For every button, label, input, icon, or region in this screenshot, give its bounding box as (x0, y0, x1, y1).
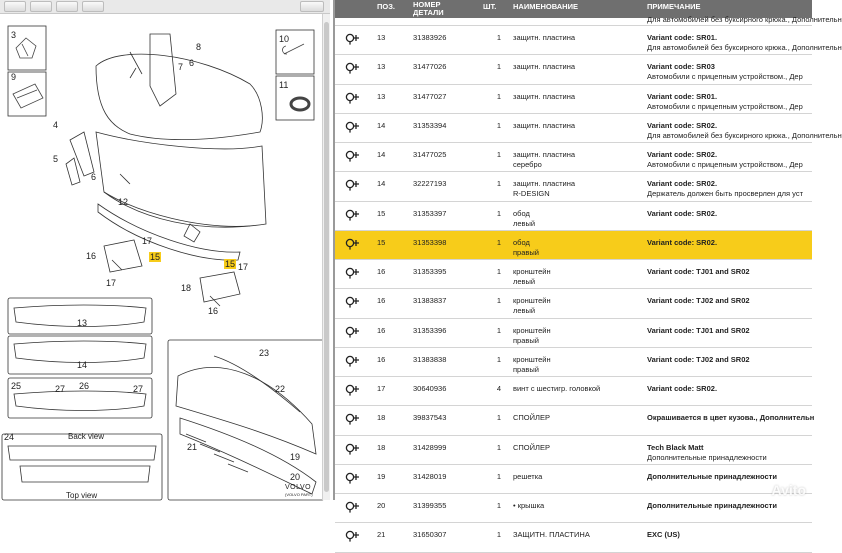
row-part-number[interactable]: 31428999 (413, 442, 447, 452)
row-name-main: винт с шестигр. головкой (513, 384, 601, 393)
volvo-logo: VOLVO (285, 484, 312, 491)
print-button[interactable] (82, 1, 104, 12)
row-qty: 1 (496, 33, 501, 42)
row-note (647, 33, 842, 53)
top-view-label: Top view (66, 491, 98, 500)
callout-label[interactable]: 26 (79, 381, 90, 391)
row-pos: 16 (377, 354, 386, 364)
table-body (335, 15, 842, 553)
callout-label[interactable]: 11 (279, 80, 289, 90)
row-pos: 16 (377, 267, 386, 276)
row-name-sub: левый (513, 277, 536, 286)
table-row[interactable] (335, 465, 812, 494)
callout-label[interactable]: 17 (106, 278, 117, 288)
row-name (513, 62, 633, 72)
header-note[interactable]: ПРИМЕЧАНИЕ (647, 2, 701, 11)
row-name-main: СПОЙЛЕР (513, 413, 550, 423)
callout-label[interactable]: 16 (208, 306, 219, 316)
row-note (647, 238, 812, 248)
row-qty: 1 (496, 471, 501, 481)
header-number-line2: ДЕТАЛИ (413, 8, 444, 17)
row-note (647, 472, 812, 482)
table-row[interactable] (335, 260, 812, 289)
volvo-logo-sub: (VOLVO PART) (285, 492, 313, 497)
row-pos: 15 (377, 208, 386, 218)
row-note (647, 355, 812, 365)
row-name (513, 121, 633, 131)
diagram-scrollbar-thumb[interactable] (324, 22, 329, 492)
cart-add-icon[interactable] (345, 355, 361, 367)
row-note-sub: Держатель должен быть просверлен для уст (647, 189, 804, 199)
cart-add-icon[interactable] (345, 92, 361, 104)
row-note-main: Variant code: SR02. (647, 150, 718, 159)
row-name (513, 92, 633, 102)
row-pos: 16 (377, 296, 386, 306)
row-note (647, 92, 812, 112)
row-note-main: Tech Black Matt (647, 442, 704, 452)
row-part-number[interactable]: 31353398 (413, 237, 447, 247)
row-part-number[interactable]: 31477027 (413, 91, 447, 101)
table-row[interactable] (335, 436, 812, 465)
row-name-sub: R-DESIGN (513, 189, 550, 199)
row-name-main: защитн. пластина (513, 150, 576, 159)
row-qty: 1 (496, 62, 501, 72)
callout-label[interactable]: 24 (4, 432, 15, 442)
zoom-out-button[interactable] (30, 1, 52, 12)
row-name-main: кронштейн (513, 325, 551, 335)
row-qty: 1 (496, 267, 501, 276)
header-number[interactable] (413, 0, 444, 17)
row-name-main: защитн. пластина (513, 91, 576, 101)
row-name (513, 384, 633, 394)
row-note-main: Variant code: SR02. (647, 179, 718, 189)
row-qty: 1 (496, 150, 501, 159)
row-name (513, 472, 633, 482)
table-row[interactable] (335, 143, 812, 172)
row-qty: 1 (496, 442, 501, 452)
callout-label[interactable]: 3 (11, 30, 17, 40)
row-pos: 17 (377, 384, 386, 393)
row-qty: 1 (496, 208, 501, 218)
row-note-main: Дополнительные принадлежности (647, 501, 777, 510)
table-row[interactable] (335, 319, 812, 348)
row-name (513, 355, 633, 375)
back-view-label: Back view (68, 432, 105, 441)
row-note-main: Variant code: SR01. (647, 33, 718, 42)
row-pos: 13 (377, 91, 386, 101)
row-part-number[interactable]: 31353395 (413, 267, 447, 276)
callout-label[interactable]: 4 (53, 120, 59, 130)
row-part-number[interactable]: 31650307 (413, 530, 447, 540)
row-name-sub: левый (513, 218, 536, 228)
row-part-number[interactable]: 31399355 (413, 501, 447, 510)
table-row[interactable] (335, 494, 812, 523)
row-qty: 4 (496, 384, 501, 393)
callout-label[interactable]: 8 (196, 42, 202, 52)
callout-label[interactable]: 5 (53, 154, 59, 164)
callout-label[interactable]: 22 (275, 384, 286, 394)
row-note-main: Variant code: TJ01 and SR02 (647, 267, 750, 276)
row-note-sub: Автомобили с прицепным устройством., Дер (647, 72, 803, 82)
row-note (647, 267, 812, 277)
row-note-main: Variant code: SR02. (647, 384, 718, 393)
callout-label[interactable]: 23 (259, 348, 270, 358)
diagram-callouts (0, 14, 322, 500)
callout-label[interactable]: 27 (133, 384, 144, 394)
row-name (513, 33, 633, 43)
row-note-main: Variant code: TJ01 and SR02 (647, 325, 750, 335)
row-name-sub: правый (513, 364, 539, 374)
row-name (513, 209, 633, 229)
callout-label[interactable]: 12 (118, 197, 129, 207)
row-note (647, 443, 812, 463)
row-note-sub: Для автомобилей без буксирного крюка., Дополнительн (647, 130, 842, 140)
row-pos: 18 (377, 442, 386, 452)
row-name (513, 150, 633, 170)
row-part-number[interactable]: 31428019 (413, 471, 447, 481)
table-row[interactable] (335, 26, 842, 55)
callout-label[interactable]: 19 (290, 452, 301, 462)
row-pos: 15 (377, 237, 386, 247)
row-name-sub: серебро (513, 160, 542, 169)
row-note (647, 120, 842, 141)
callout-label[interactable]: 25 (11, 381, 22, 391)
diagram-toolbar (0, 0, 330, 14)
cart-add-icon[interactable] (345, 238, 361, 250)
row-name (513, 238, 633, 258)
row-pos: 21 (377, 530, 386, 540)
row-name-main: обод (513, 208, 530, 218)
row-name-sub: правый (513, 247, 539, 257)
row-name (513, 530, 633, 540)
callout-label[interactable]: 18 (181, 283, 192, 293)
cart-add-icon[interactable] (345, 296, 361, 308)
row-name-main: защитн. пластина (513, 33, 576, 42)
row-note (647, 413, 815, 423)
car-icon[interactable] (300, 1, 324, 12)
row-part-number[interactable]: 31383838 (413, 354, 447, 364)
row-note (647, 384, 812, 394)
row-qty: 1 (496, 325, 501, 335)
row-name-main: • крышка (513, 501, 545, 510)
row-note-main: Variant code: TJ02 and SR02 (647, 354, 750, 364)
row-note (647, 530, 812, 540)
fit-button[interactable] (56, 1, 78, 12)
callout-label[interactable]: 14 (77, 360, 88, 370)
row-note-main: Variant code: SR02. (647, 237, 718, 247)
cart-add-icon[interactable] (345, 179, 361, 191)
row-qty: 1 (496, 179, 501, 189)
callout-label[interactable]: 17 (142, 236, 153, 246)
row-name-main: ЗАЩИТН. ПЛАСТИНА (513, 530, 590, 540)
row-pos: 13 (377, 33, 386, 42)
row-name-main: кронштейн (513, 296, 551, 306)
row-name-sub: левый (513, 306, 536, 316)
cart-add-icon[interactable] (345, 443, 361, 455)
row-note-main: Variant code: SR02. (647, 208, 718, 218)
header-pos[interactable]: ПОЗ. (377, 2, 396, 11)
row-pos: 14 (377, 150, 386, 159)
row-qty: 1 (496, 501, 501, 510)
callout-label[interactable]: 6 (189, 58, 195, 68)
cart-add-icon[interactable] (345, 501, 361, 513)
row-note-sub: Автомобили с прицепным устройством., Дер (647, 160, 803, 169)
table-row[interactable] (335, 85, 812, 114)
row-name-main: обод (513, 237, 530, 247)
row-note (647, 150, 812, 170)
row-pos: 19 (377, 471, 386, 481)
row-pos: 18 (377, 413, 386, 423)
row-part-number[interactable]: 39837543 (413, 413, 447, 423)
row-name (513, 267, 633, 287)
row-part-number[interactable]: 31477026 (413, 62, 447, 72)
cart-add-icon[interactable] (345, 33, 361, 45)
table-row[interactable] (335, 114, 842, 143)
row-note-main: Variant code: TJ02 and SR02 (647, 296, 750, 306)
row-part-number[interactable]: 32227193 (413, 179, 447, 189)
diagram-panel (0, 0, 330, 500)
row-part-number[interactable]: 30640936 (413, 384, 447, 393)
row-name-main: СПОЙЛЕР (513, 442, 550, 452)
header-name[interactable]: НАИМЕНОВАНИЕ (513, 2, 578, 11)
diagram-scrollbar[interactable] (322, 14, 330, 500)
callout-label-highlight[interactable]: 15 (150, 252, 161, 262)
row-pos: 14 (377, 120, 386, 130)
table-row[interactable] (335, 55, 812, 84)
row-part-number[interactable]: 31353396 (413, 325, 447, 335)
callout-label[interactable]: 16 (86, 251, 97, 261)
row-name-main: защитн. пластина (513, 120, 576, 130)
cart-add-icon[interactable] (345, 267, 361, 279)
row-note-main: Variant code: SR02. (647, 120, 718, 130)
row-qty: 1 (496, 296, 501, 306)
row-part-number[interactable]: 31353394 (413, 120, 447, 130)
row-qty: 1 (496, 530, 501, 540)
avito-watermark: Avito (771, 482, 806, 498)
row-note (647, 62, 812, 82)
cart-add-icon[interactable] (345, 472, 361, 484)
callout-label[interactable]: 7 (178, 62, 184, 72)
table-row[interactable] (335, 172, 812, 201)
rows-container (335, 26, 842, 553)
row-name (513, 326, 633, 346)
row-note: Для автомобилей без буксирного крюка., Дополнительн (647, 15, 842, 24)
callout-label[interactable]: 21 (187, 442, 198, 452)
callout-label[interactable]: 17 (238, 262, 249, 272)
callout-label[interactable]: 20 (290, 472, 301, 482)
row-qty: 1 (496, 91, 501, 101)
row-name (513, 443, 633, 453)
row-pos: 20 (377, 501, 386, 510)
row-note (647, 179, 812, 199)
cart-add-icon[interactable] (345, 209, 361, 221)
row-qty: 1 (496, 413, 501, 423)
row-qty: 1 (496, 354, 501, 364)
row-pos: 13 (377, 62, 386, 72)
table-row-partial (335, 15, 842, 26)
row-part-number[interactable]: 31353397 (413, 208, 447, 218)
callout-label[interactable]: 10 (279, 34, 290, 44)
table-row[interactable] (335, 202, 812, 231)
row-name-main: кронштейн (513, 267, 551, 276)
row-note (647, 501, 812, 511)
row-note-sub: Для автомобилей без буксирного крюка., Дополнительн (647, 43, 842, 52)
row-name-sub: правый (513, 335, 539, 345)
table-row[interactable] (335, 406, 815, 435)
row-qty: 1 (496, 237, 501, 247)
header-qty[interactable]: ШТ. (483, 2, 497, 11)
row-note (647, 326, 812, 336)
table-row[interactable] (335, 348, 812, 377)
row-name (513, 413, 633, 423)
callout-label-highlight[interactable]: 15 (225, 259, 236, 269)
table-row[interactable] (335, 377, 812, 406)
row-name (513, 296, 633, 316)
table-row[interactable] (335, 523, 812, 552)
table-row-selected[interactable] (335, 231, 812, 260)
table-row[interactable] (335, 289, 812, 318)
row-part-number[interactable]: 31477025 (413, 150, 447, 159)
row-note-main: Variant code: SR01. (647, 91, 718, 101)
row-name (513, 179, 633, 199)
row-note-main: EXC (US) (647, 530, 680, 540)
row-part-number[interactable]: 31383926 (413, 33, 447, 42)
cart-add-icon[interactable] (345, 326, 361, 338)
row-note (647, 296, 812, 306)
header-number-line1: НОМЕР (413, 0, 441, 9)
cart-add-icon[interactable] (345, 121, 361, 133)
row-part-number[interactable]: 31383837 (413, 296, 447, 306)
row-name-main: защитн. пластина (513, 62, 576, 72)
row-pos: 14 (377, 179, 386, 189)
callout-label[interactable]: 13 (77, 318, 88, 328)
callout-label[interactable]: 9 (11, 72, 17, 82)
row-name-main: защитн. пластина (513, 179, 576, 189)
row-note-main: Окрашивается в цвет кузова., Дополнительн (647, 413, 815, 423)
cart-add-icon[interactable] (345, 384, 361, 396)
row-note-sub: Автомобили с прицепным устройством., Дер (647, 101, 803, 111)
parts-table (333, 0, 842, 540)
row-note (647, 209, 812, 219)
row-note-main: Дополнительные принадлежности (647, 471, 777, 481)
cart-add-icon[interactable] (345, 413, 361, 425)
row-name-main: кронштейн (513, 354, 551, 364)
row-pos: 16 (377, 325, 386, 335)
cart-add-icon[interactable] (345, 530, 361, 542)
row-name-main: решетка (513, 471, 543, 481)
callout-label[interactable]: 6 (91, 172, 97, 182)
row-name (513, 501, 633, 511)
callout-label[interactable]: 27 (55, 384, 66, 394)
row-note-main: Variant code: SR03 (647, 62, 715, 72)
cart-add-icon[interactable] (345, 62, 361, 74)
row-note-sub: Дополнительные принадлежности (647, 452, 767, 462)
zoom-in-button[interactable] (4, 1, 26, 12)
row-qty: 1 (496, 120, 501, 130)
cart-add-icon[interactable] (345, 150, 361, 162)
